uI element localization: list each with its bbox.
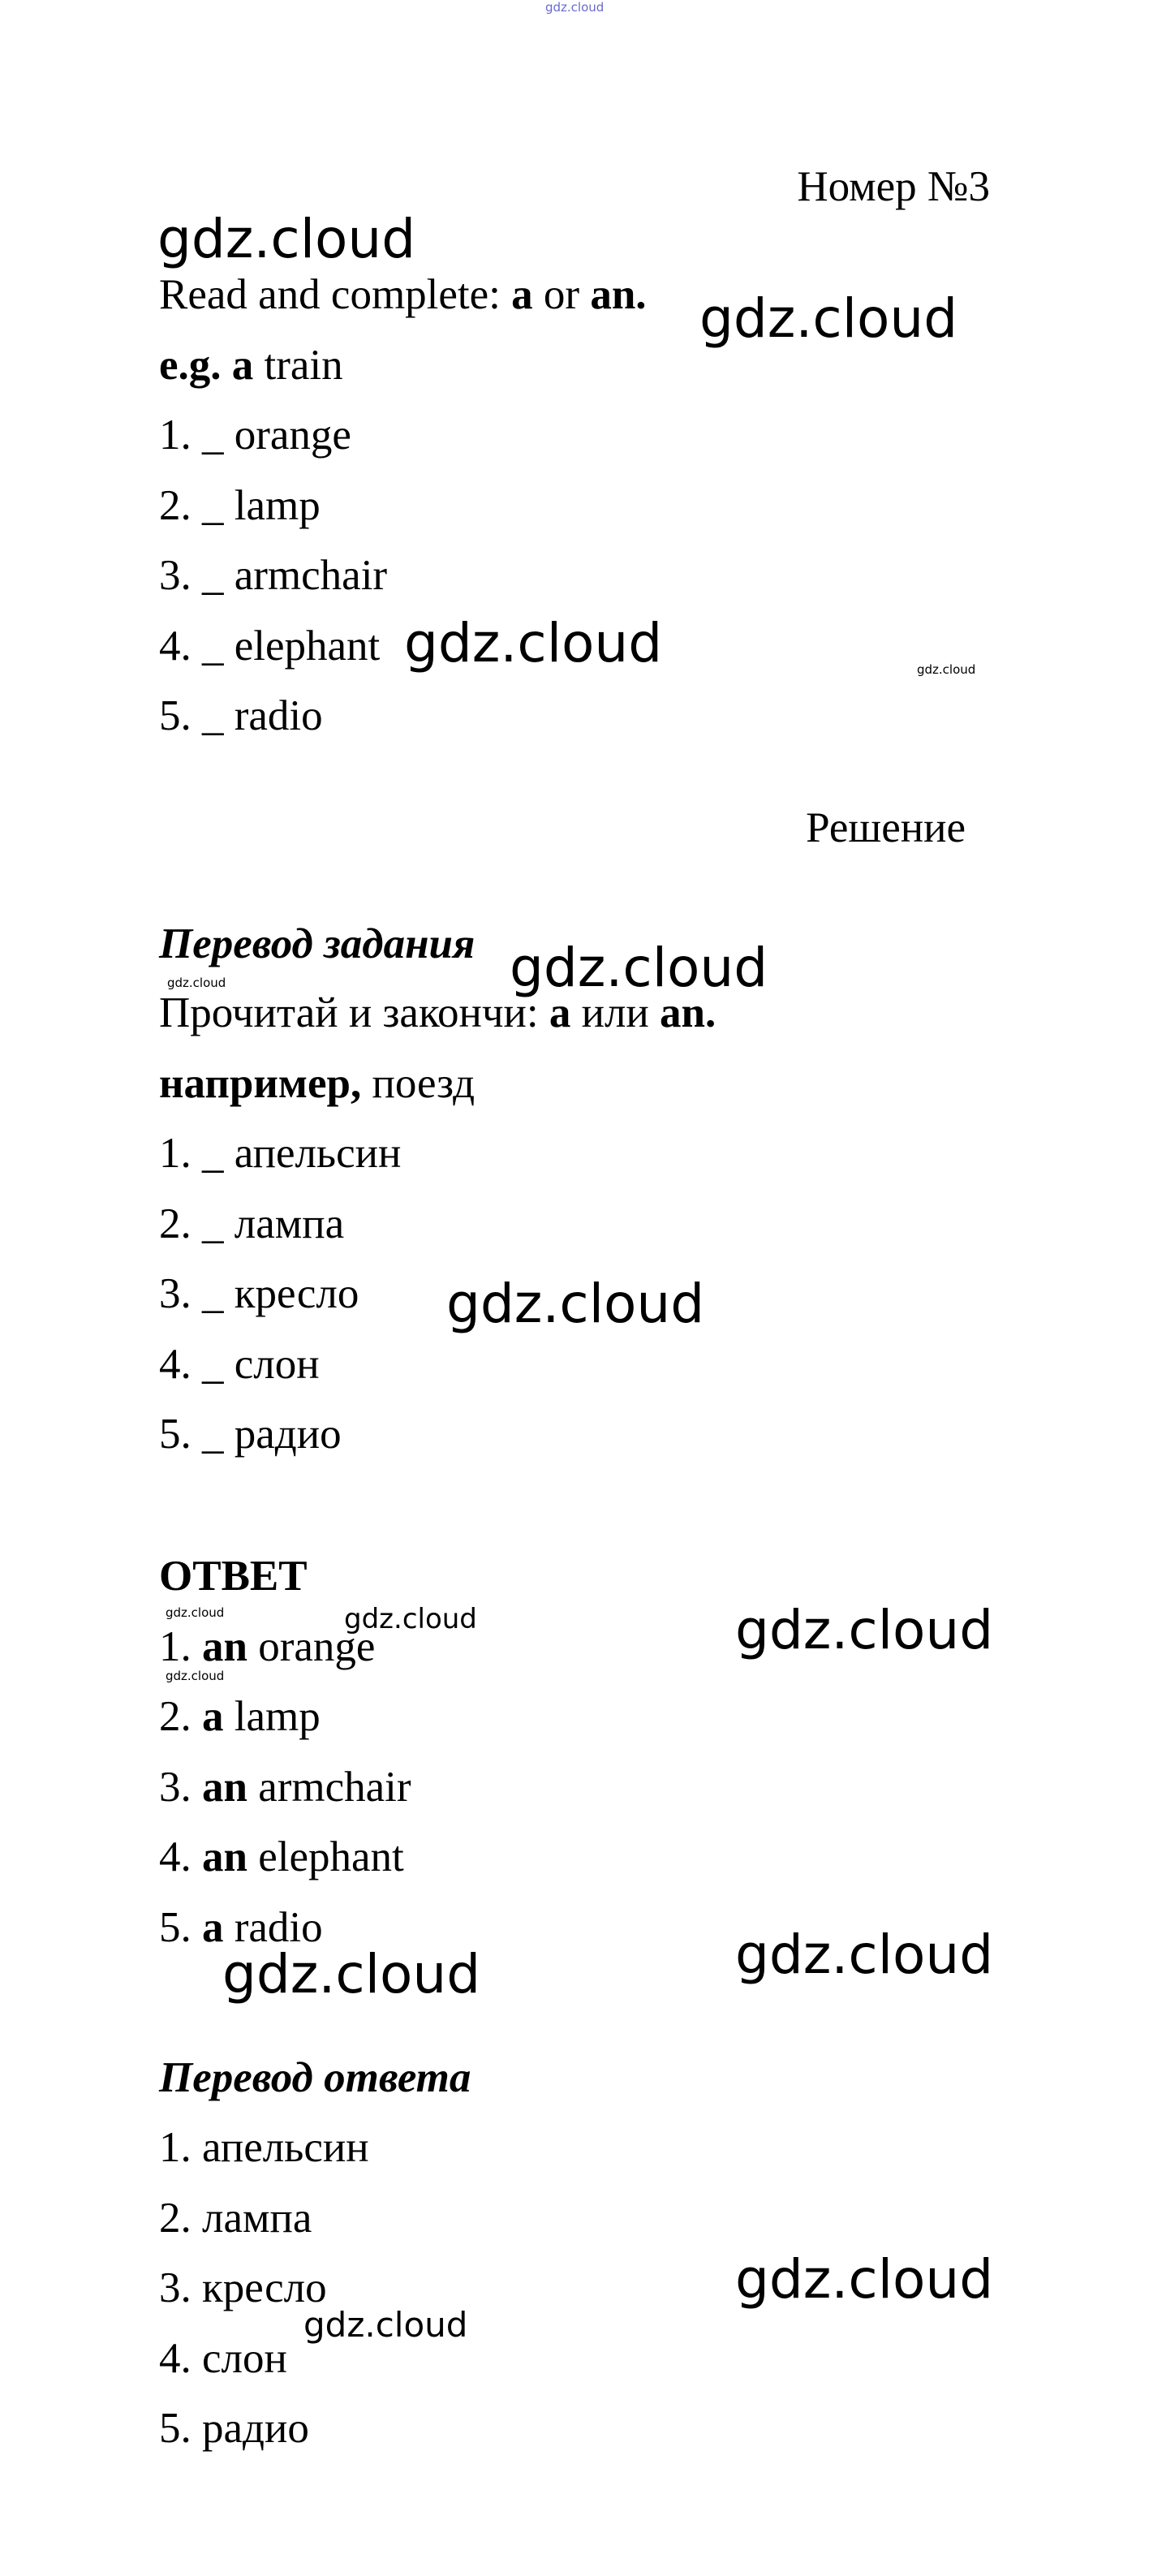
answer-item-1 [159, 1622, 375, 1671]
watermark: gdz.cloud [404, 612, 663, 674]
answer-item-4 [159, 1833, 404, 1881]
watermark: gdz.cloud [735, 1599, 994, 1661]
task-intro-or: or [532, 271, 591, 318]
solution-title: Решение [806, 804, 966, 851]
answer-word: armchair [247, 1764, 411, 1811]
watermark: gdz.cloud [917, 662, 976, 677]
answer-item-2 [159, 1692, 321, 1741]
task-intro [159, 270, 647, 319]
watermark: gdz.cloud [699, 287, 958, 350]
translation-example-word: поезд [361, 1060, 476, 1107]
watermark: gdz.cloud [303, 2305, 468, 2345]
answer-num: 2. [159, 1693, 202, 1740]
task-item-1: 1. _ orange [159, 411, 351, 459]
task-item-5: 5. _ radio [159, 692, 323, 739]
task-item-4: 4. _ elephant [159, 622, 381, 670]
translation-answer-item-2: 2. лампа [159, 2195, 312, 2242]
answer-article: a [202, 1693, 224, 1740]
answer-word: lamp [223, 1693, 321, 1740]
example-label: e.g. a [159, 342, 254, 389]
watermark-top: gdz.cloud [545, 0, 605, 15]
translation-answer-item-3: 3. кресло [159, 2264, 327, 2311]
watermark: gdz.cloud [222, 1943, 481, 2005]
translation-intro-or: или [570, 989, 661, 1036]
task-example [159, 341, 343, 390]
watermark: gdz.cloud [157, 208, 416, 270]
answer-article: a [202, 1904, 224, 1951]
translation-task-example [159, 1059, 475, 1108]
watermark: gdz.cloud [735, 2248, 994, 2311]
answer-word: elephant [247, 1833, 404, 1880]
translation-task-title: Перевод задания [159, 920, 476, 967]
answer-word: radio [223, 1904, 323, 1951]
article-a: a [511, 271, 533, 318]
article-an: an. [660, 989, 717, 1036]
answer-num: 4. [159, 1833, 202, 1880]
translation-example-label: например, [159, 1060, 362, 1107]
answer-article: an [202, 1764, 247, 1811]
article-an: an. [590, 271, 647, 318]
translation-task-item-5: 5. _ радио [159, 1411, 342, 1458]
answer-article: an [202, 1623, 247, 1670]
watermark: gdz.cloud [446, 1273, 705, 1335]
translation-answer-item-5: 5. радио [159, 2405, 309, 2452]
answer-word: orange [247, 1623, 376, 1670]
answer-num: 5. [159, 1904, 202, 1951]
watermark: gdz.cloud [166, 1669, 225, 1683]
watermark: gdz.cloud [167, 976, 226, 990]
task-number: Номер №3 [797, 163, 990, 210]
translation-answer-item-1: 1. апельсин [159, 2124, 369, 2171]
watermark: gdz.cloud [166, 1605, 225, 1620]
translation-task-item-3: 3. _ кресло [159, 1270, 359, 1317]
task-item-2: 2. _ lamp [159, 482, 321, 529]
task-intro-text: Read and complete: [159, 271, 512, 318]
example-word: train [253, 342, 343, 389]
answer-num: 1. [159, 1623, 202, 1670]
translation-task-intro [159, 989, 716, 1037]
watermark: gdz.cloud [344, 1603, 477, 1635]
answer-num: 3. [159, 1764, 202, 1811]
watermark: gdz.cloud [735, 1923, 994, 1986]
task-item-3: 3. _ armchair [159, 552, 388, 599]
answer-article: an [202, 1833, 247, 1880]
translation-intro-text: Прочитай и закончи: [159, 989, 549, 1036]
answer-title: ОТВЕТ [159, 1553, 308, 1600]
translation-answer-item-4: 4. слон [159, 2335, 287, 2382]
translation-task-item-2: 2. _ лампа [159, 1200, 345, 1247]
article-a: a [549, 989, 571, 1036]
translation-task-item-1: 1. _ апельсин [159, 1130, 402, 1177]
watermark: gdz.cloud [510, 937, 768, 999]
translation-task-item-4: 4. _ слон [159, 1341, 320, 1388]
translation-answer-title: Перевод ответа [159, 2054, 471, 2101]
answer-item-3 [159, 1763, 411, 1811]
